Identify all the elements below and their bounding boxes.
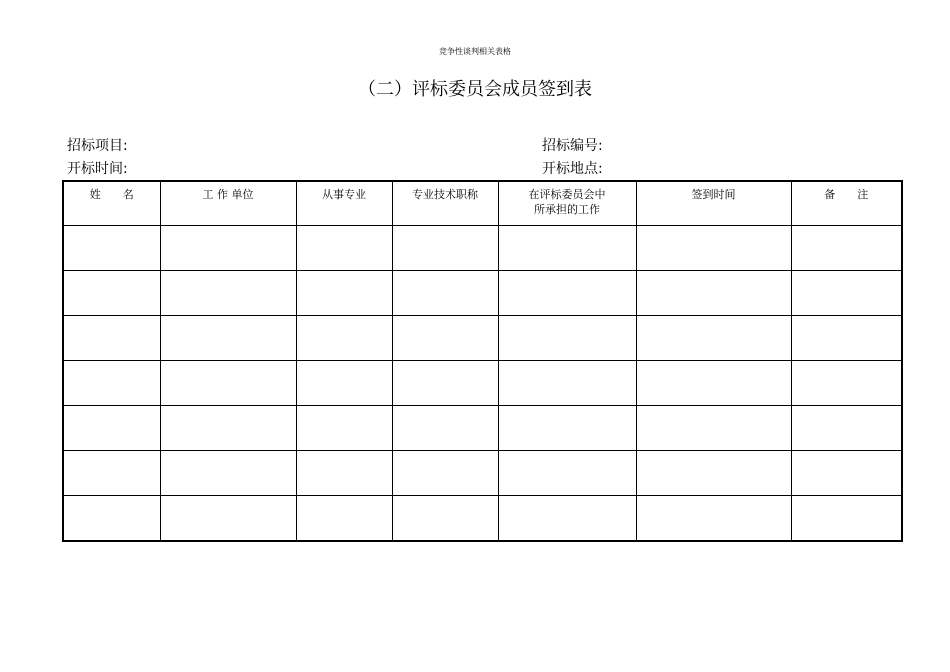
project-code-label: 招标编号: [542, 138, 603, 154]
table-cell[interactable] [791, 450, 902, 495]
table-cell[interactable] [636, 495, 791, 541]
table-cell[interactable] [392, 360, 498, 405]
page-header-note: 竞争性谈判相关表格 [439, 47, 511, 56]
column-header-specialty [296, 181, 392, 225]
column-header-label: 从事专业 [322, 188, 366, 201]
table-row [63, 225, 902, 270]
opening-time-label: 开标时间: [67, 161, 128, 177]
column-header-label: 专业技术职称 [412, 188, 478, 201]
column-header-label: 工 作 单位 [202, 188, 254, 201]
table-cell[interactable] [63, 360, 160, 405]
table-cell[interactable] [392, 495, 498, 541]
table-cell[interactable] [296, 405, 392, 450]
table-row [63, 495, 902, 541]
table-cell[interactable] [791, 315, 902, 360]
column-header-label: 所承担的工作 [534, 203, 600, 216]
table-cell[interactable] [636, 450, 791, 495]
table-cell[interactable] [63, 495, 160, 541]
column-header-remarks [791, 181, 902, 225]
table-cell[interactable] [296, 360, 392, 405]
table-body [63, 225, 902, 541]
table-cell[interactable] [636, 315, 791, 360]
table-cell[interactable] [160, 495, 296, 541]
table-cell[interactable] [63, 270, 160, 315]
column-header-label: 签到时间 [691, 188, 736, 201]
table-cell[interactable] [636, 270, 791, 315]
table-row [63, 450, 902, 495]
table-cell[interactable] [498, 495, 636, 541]
table-cell[interactable] [63, 225, 160, 270]
table-row [63, 360, 902, 405]
table-cell[interactable] [392, 450, 498, 495]
table-cell[interactable] [160, 270, 296, 315]
column-header-label: 姓 名 [89, 188, 134, 201]
column-header-professional-title [392, 181, 498, 225]
column-header-work-unit [160, 181, 296, 225]
table-cell[interactable] [791, 360, 902, 405]
table-cell[interactable] [160, 315, 296, 360]
opening-place-label: 开标地点: [542, 161, 603, 177]
table-cell[interactable] [296, 495, 392, 541]
table-cell[interactable] [160, 225, 296, 270]
sign-in-table [62, 180, 903, 542]
column-header-label: 在评标委员会中 [528, 188, 606, 201]
table-cell[interactable] [636, 360, 791, 405]
table-cell[interactable] [296, 270, 392, 315]
table-cell[interactable] [498, 405, 636, 450]
table-cell[interactable] [498, 270, 636, 315]
table-cell[interactable] [791, 225, 902, 270]
table-cell[interactable] [392, 315, 498, 360]
column-header-committee-role [498, 181, 636, 225]
table-cell[interactable] [392, 405, 498, 450]
table-cell[interactable] [296, 450, 392, 495]
table-cell[interactable] [160, 360, 296, 405]
table-cell[interactable] [392, 225, 498, 270]
table-cell[interactable] [160, 450, 296, 495]
table-cell[interactable] [63, 450, 160, 495]
table-header-row [63, 181, 902, 225]
table-cell[interactable] [160, 405, 296, 450]
table-cell[interactable] [63, 315, 160, 360]
column-header-sign-in-time [636, 181, 791, 225]
table-cell[interactable] [498, 315, 636, 360]
table-row [63, 405, 902, 450]
table-row [63, 315, 902, 360]
table-cell[interactable] [791, 270, 902, 315]
table-cell[interactable] [791, 405, 902, 450]
form-title: （二）评标委员会成员签到表 [358, 79, 592, 100]
project-label: 招标项目: [67, 138, 128, 154]
table-cell[interactable] [636, 225, 791, 270]
table-cell[interactable] [498, 360, 636, 405]
table-cell[interactable] [636, 405, 791, 450]
table-cell[interactable] [791, 495, 902, 541]
table-cell[interactable] [498, 450, 636, 495]
table-cell[interactable] [296, 225, 392, 270]
column-header-name [63, 181, 160, 225]
table-cell[interactable] [498, 225, 636, 270]
table-row [63, 270, 902, 315]
table-cell[interactable] [296, 315, 392, 360]
table-cell[interactable] [63, 405, 160, 450]
table-cell[interactable] [392, 270, 498, 315]
column-header-label: 备 注 [824, 188, 869, 201]
